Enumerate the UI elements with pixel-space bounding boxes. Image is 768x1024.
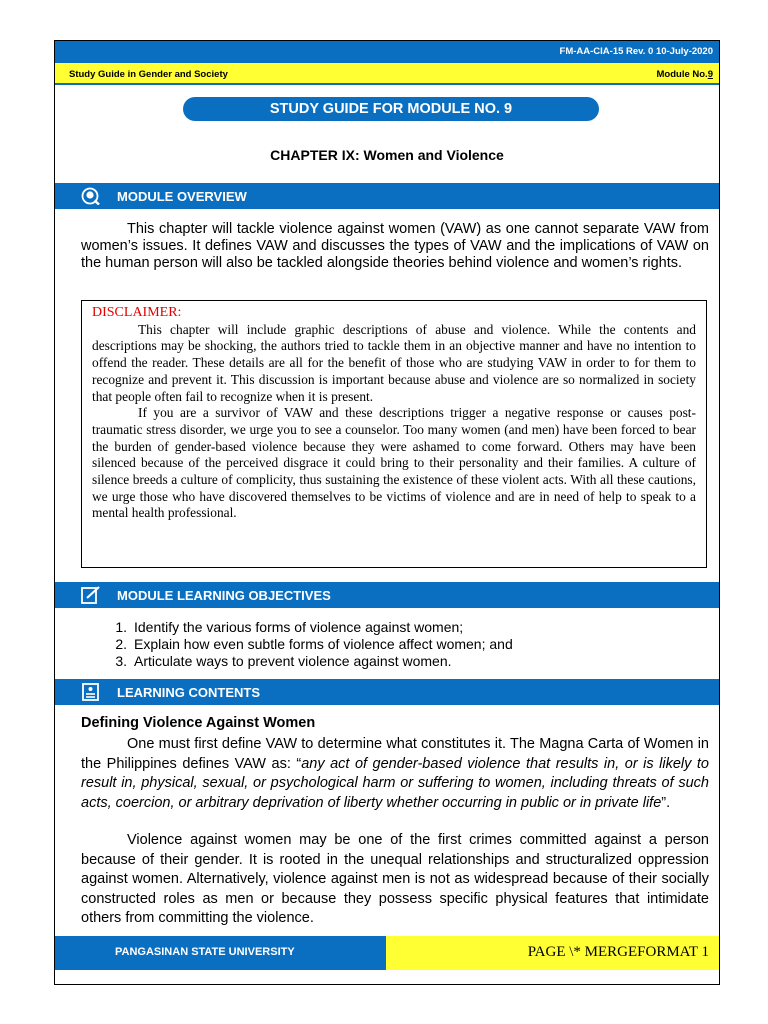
list-item: 1. Identify the various forms of violence against women; bbox=[115, 619, 464, 635]
overview-text: This chapter will tackle violence against women (VAW) as one cannot separate VAW from women’s issues. It defines VAW and discusses the types of VAW and the implications of VAW on the human person will also be tackled alongside theories behind violence and women’s rights. bbox=[81, 221, 709, 271]
module-number-label bbox=[657, 69, 714, 80]
disclaimer-paragraph-2: If you are a survivor of VAW and these descriptions trigger a negative response or causes post-traumatic stress disorder, we urge you to see a counselor. Too many women (and men) have been forced to bear the burden of gender-based violence because they were ashamed to come forward. Others may have been silenced because of the perceived disgrace it could bring to their personality and their families. A culture of silence breeds a culture of complicity, thus sustaining the existence of these violent acts. With all these cautions, we urge those who have discovered themselves to be victims of violence and are in need of help to speak to a mental health professional. bbox=[92, 405, 696, 521]
learning-objectives-bar bbox=[55, 582, 719, 608]
module-number: 9 bbox=[707, 69, 713, 80]
chapter-title: CHAPTER IX: Women and Violence bbox=[270, 147, 504, 163]
learning-contents-bar bbox=[55, 679, 719, 705]
document-icon bbox=[81, 683, 101, 701]
objectives-list bbox=[103, 619, 513, 670]
module-label: Module No. bbox=[656, 69, 708, 80]
guide-header-bar bbox=[55, 63, 719, 85]
guide-title: Study Guide in Gender and Society bbox=[69, 69, 228, 80]
university-name: PANGASINAN STATE UNIVERSITY bbox=[115, 946, 295, 958]
learning-objectives-heading: MODULE LEARNING OBJECTIVES bbox=[117, 588, 331, 603]
definition-paragraph: One must first define VAW to determine what constitutes it. The Magna Carta of Women in the Philippines defines VAW as: “any act of gender-based violence that results in, or is likely to result in, physical, sexual, or psychological harm or suffering to women, including threats of such acts, coercion, or arbitrary deprivation of liberty whether occurring in public or in private life”. bbox=[81, 736, 709, 811]
list-item: 3. Articulate ways to prevent violence against women. bbox=[115, 653, 452, 669]
disclaimer-paragraph-1: This chapter will include graphic descriptions of abuse and violence. While the contents and descriptions may be shocking, the authors tried to tackle them in an objective manner and have no intention to offend the reader. These details are all for the benefit of those who are studying VAW in order to for them to recognize and prevent it. This discussion is important because abuse and violence are so normalized in society that people often fail to recognize when it is present. bbox=[92, 321, 696, 404]
footer-university bbox=[55, 936, 386, 970]
edit-note-icon bbox=[81, 586, 101, 604]
violence-paragraph: Violence against women may be one of the first crimes committed against a person because of their gender. It is rooted in the unequal relationships and structuralized oppression against women. Alternatively, violence against men is not as widespread because of their socially constructed roles as men or because they possess specific physical features that intimidate others from committing the violence. bbox=[81, 832, 709, 926]
page-number: PAGE \* MERGEFORMAT 1 bbox=[527, 944, 709, 960]
disclaimer-title: DISCLAIMER: bbox=[92, 305, 182, 320]
disclaimer-box bbox=[81, 300, 707, 568]
vaw-definition-quote: any act of gender-based violence that results in, or is likely to result in, physical, sexual, or psychological harm or suffering to women, including threats of such acts, coercion, or arbitrary deprivation of liberty whether occurring in public or in private life bbox=[81, 755, 709, 811]
document-page bbox=[54, 40, 720, 985]
top-header-bar bbox=[55, 41, 719, 63]
list-item: 2. Explain how even subtle forms of violence affect women; and bbox=[115, 636, 513, 652]
study-guide-title: STUDY GUIDE FOR MODULE NO. 9 bbox=[183, 97, 599, 121]
form-code: FM-AA-CIA-15 Rev. 0 10-July-2020 bbox=[559, 46, 713, 57]
learning-contents-heading: LEARNING CONTENTS bbox=[117, 685, 260, 700]
magnifier-icon bbox=[81, 187, 101, 205]
footer-page bbox=[386, 936, 719, 970]
section-subheading: Defining Violence Against Women bbox=[81, 715, 316, 731]
module-overview-heading: MODULE OVERVIEW bbox=[117, 189, 247, 204]
module-overview-bar bbox=[55, 183, 719, 209]
